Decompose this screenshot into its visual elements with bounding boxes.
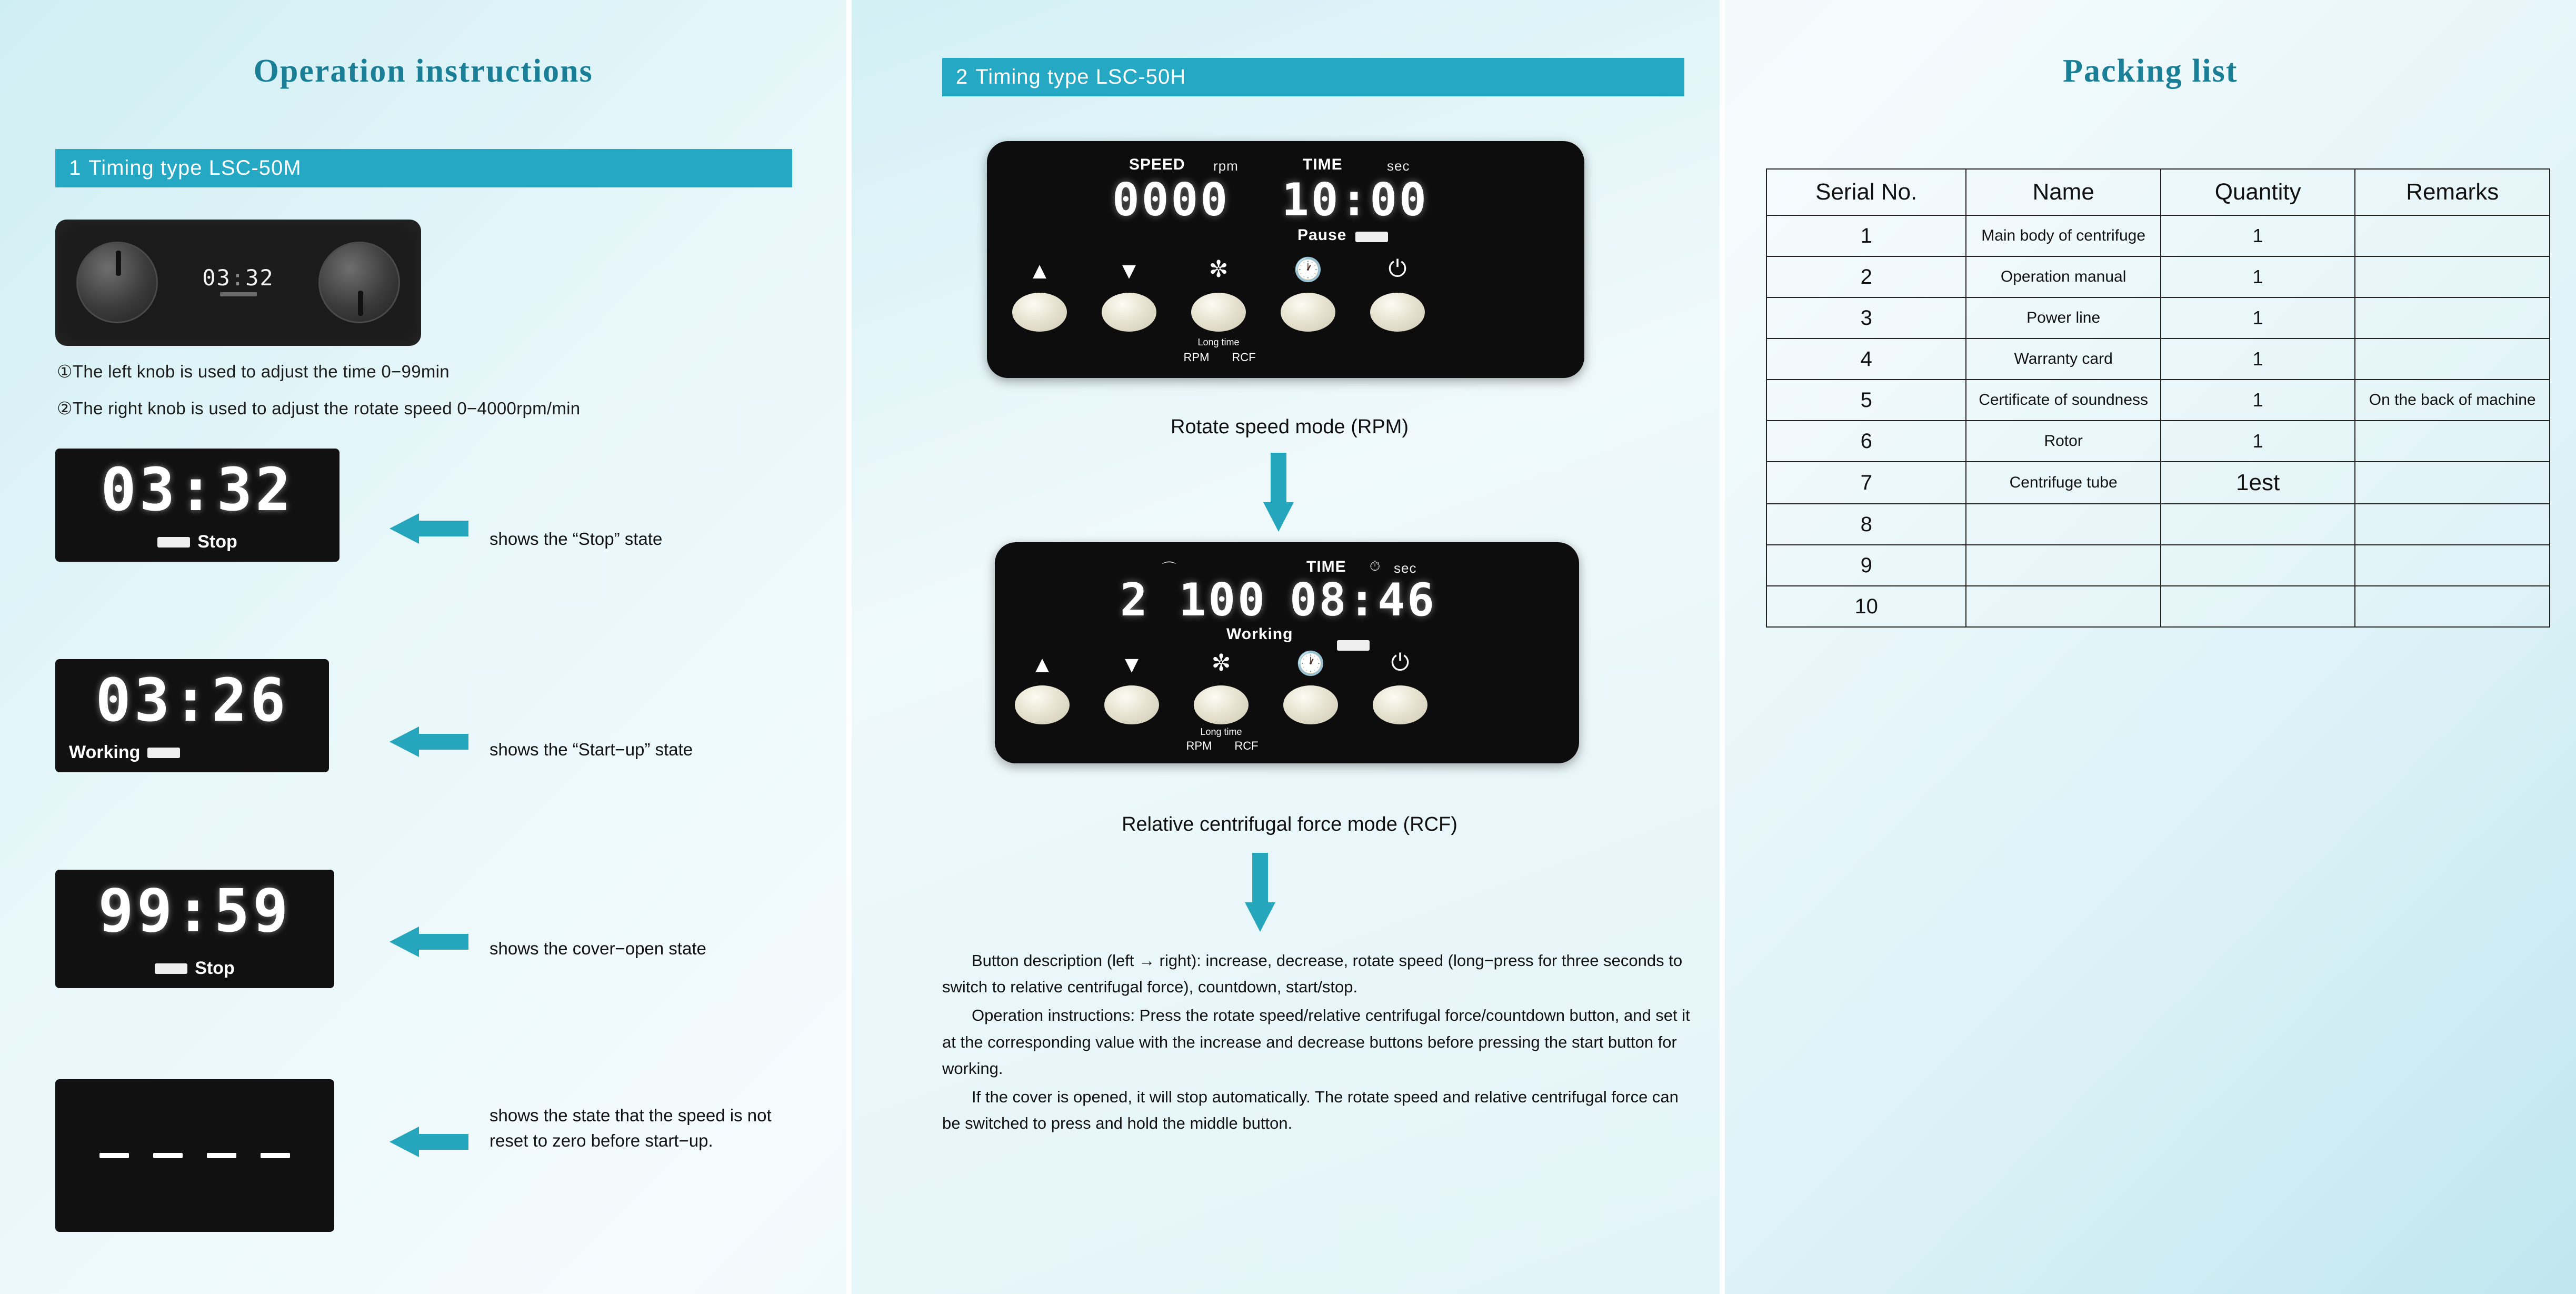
start-stop-button[interactable] bbox=[1370, 293, 1425, 332]
table-row bbox=[1766, 297, 2550, 339]
rcf-mode-label: RCF bbox=[1234, 739, 1259, 752]
caption-stop-state: shows the “Stop” state bbox=[490, 529, 663, 549]
cell-serial: 5 bbox=[1766, 380, 1966, 421]
cell-remarks bbox=[2355, 545, 2550, 586]
callout-arrow-icon bbox=[390, 927, 468, 957]
cell-name bbox=[1966, 504, 2160, 545]
knob-notch-icon bbox=[358, 291, 363, 316]
battery-indicator-icon bbox=[220, 292, 257, 296]
display-speed-not-reset-state bbox=[55, 1079, 334, 1232]
state-label: Working bbox=[1226, 625, 1293, 643]
caption-cover-open-state: shows the cover−open state bbox=[490, 939, 706, 958]
cell-serial: 6 bbox=[1766, 421, 1966, 462]
control-panel-rpm-mode bbox=[987, 141, 1584, 378]
cell-name bbox=[1966, 545, 2160, 586]
caption-startup-state: shows the “Start−up” state bbox=[490, 740, 693, 759]
display-digits: 03:26 bbox=[95, 666, 289, 735]
increase-button[interactable] bbox=[1012, 293, 1067, 332]
knob-display-readout: 03:32 bbox=[202, 265, 274, 291]
subsection-bar-timing-m bbox=[55, 149, 792, 187]
rotate-speed-button[interactable] bbox=[1191, 293, 1246, 332]
display-dashes bbox=[55, 1153, 334, 1158]
table-row bbox=[1766, 421, 2550, 462]
rotate-speed-button[interactable] bbox=[1194, 685, 1249, 724]
column-header-name: Name bbox=[1966, 169, 2160, 215]
display-status-label: Stop bbox=[197, 532, 237, 552]
callout-arrow-down-icon bbox=[1263, 453, 1294, 532]
rpm-mode-label: RPM bbox=[1183, 351, 1210, 364]
cell-name: Rotor bbox=[1966, 421, 2160, 462]
cell-remarks: On the back of machine bbox=[2355, 380, 2550, 421]
note-right-knob: ②The right knob is used to adjust the rotate speed 0−4000rpm/min bbox=[57, 399, 581, 418]
display-cover-open-state bbox=[55, 870, 334, 988]
cell-remarks bbox=[2355, 421, 2550, 462]
cell-quantity: 1 bbox=[2161, 421, 2355, 462]
cell-name: Certificate of soundness bbox=[1966, 380, 2160, 421]
cell-remarks bbox=[2355, 339, 2550, 380]
paragraph-operation-instructions: Operation instructions: Press the rotate speed/relative centrifugal force/countdown button, and set it at the corresponding value with the increase and decrease buttons before pressing the start button for working. bbox=[942, 1006, 1690, 1078]
battery-icon bbox=[157, 537, 190, 548]
decrease-icon[interactable]: ▼ bbox=[1117, 258, 1141, 284]
cell-name: Main body of centrifuge bbox=[1966, 215, 2160, 256]
cell-serial: 8 bbox=[1766, 504, 1966, 545]
knob-control-panel bbox=[55, 220, 421, 346]
increase-icon[interactable]: ▲ bbox=[1028, 258, 1051, 284]
column-header-remarks: Remarks bbox=[2355, 169, 2550, 215]
cell-serial: 9 bbox=[1766, 545, 1966, 586]
callout-arrow-down-icon bbox=[1245, 853, 1275, 932]
left-knob[interactable] bbox=[76, 242, 158, 323]
table-row bbox=[1766, 215, 2550, 256]
callout-arrow-icon bbox=[390, 1127, 468, 1157]
value-speed: 0000 bbox=[1112, 174, 1230, 226]
subsection-number: 1 bbox=[69, 156, 82, 180]
display-status-label: Stop bbox=[195, 958, 235, 978]
power-icon[interactable]: ⏻ bbox=[1391, 650, 1410, 675]
cell-quantity bbox=[2161, 545, 2355, 586]
table-row bbox=[1766, 462, 2550, 504]
subsection-number: 2 bbox=[956, 65, 969, 88]
cell-quantity: 1 bbox=[2161, 380, 2355, 421]
cell-remarks bbox=[2355, 586, 2550, 627]
table-row bbox=[1766, 504, 2550, 545]
cell-serial: 3 bbox=[1766, 297, 1966, 339]
label-sec-unit: sec bbox=[1394, 560, 1417, 576]
decrease-button[interactable] bbox=[1104, 685, 1159, 724]
knob-notch-icon bbox=[116, 251, 121, 276]
cell-name bbox=[1966, 586, 2160, 627]
display-digits: 03:32 bbox=[101, 456, 294, 524]
table-row bbox=[1766, 256, 2550, 297]
cell-remarks bbox=[2355, 504, 2550, 545]
label-sec-unit: sec bbox=[1387, 158, 1410, 174]
cell-remarks bbox=[2355, 462, 2550, 504]
cell-quantity bbox=[2161, 504, 2355, 545]
increase-icon[interactable]: ▲ bbox=[1031, 652, 1054, 678]
display-status-label: Working bbox=[69, 742, 141, 762]
battery-icon bbox=[147, 748, 180, 758]
cell-name: Centrifuge tube bbox=[1966, 462, 2160, 504]
rotate-speed-icon[interactable]: ✼ bbox=[1209, 256, 1229, 282]
clock-small-icon: ⏱ bbox=[1370, 558, 1381, 574]
table-row bbox=[1766, 586, 2550, 627]
long-press-label: Long time bbox=[1200, 726, 1242, 737]
display-startup-state bbox=[55, 659, 329, 772]
rpm-mode-label: RPM bbox=[1186, 739, 1212, 752]
cell-quantity bbox=[2161, 586, 2355, 627]
subsection-label: Timing type LSC-50H bbox=[975, 65, 1186, 88]
decrease-button[interactable] bbox=[1102, 293, 1156, 332]
packing-list-table bbox=[1766, 168, 2550, 628]
cell-remarks bbox=[2355, 215, 2550, 256]
rotate-arc-icon: ⌒ bbox=[1162, 561, 1177, 576]
subsection-label: Timing type LSC-50M bbox=[88, 156, 302, 180]
control-panel-rcf-mode bbox=[995, 542, 1579, 763]
cell-serial: 10 bbox=[1766, 586, 1966, 627]
cell-serial: 2 bbox=[1766, 256, 1966, 297]
cell-quantity: 1 bbox=[2161, 215, 2355, 256]
countdown-button[interactable] bbox=[1281, 293, 1335, 332]
increase-button[interactable] bbox=[1015, 685, 1070, 724]
cell-name: Power line bbox=[1966, 297, 2160, 339]
cell-name: Warranty card bbox=[1966, 339, 2160, 380]
page-title: Operation instructions bbox=[253, 53, 593, 89]
column-header-quantity: Quantity bbox=[2161, 169, 2355, 215]
caption-speed-not-reset: shows the state that the speed is not reset to zero before start−up. bbox=[490, 1106, 772, 1150]
operation-description bbox=[942, 948, 1695, 1139]
cell-serial: 1 bbox=[1766, 215, 1966, 256]
callout-arrow-icon bbox=[390, 726, 468, 757]
value-time: 10:00 bbox=[1282, 174, 1429, 226]
paragraph-cover-open: If the cover is opened, it will stop automatically. The rotate speed and relative centrifugal force can be switched to press and hold the middle button. bbox=[942, 1088, 1679, 1133]
table-row bbox=[1766, 545, 2550, 586]
packing-list-title: Packing list bbox=[2063, 53, 2238, 89]
battery-icon bbox=[155, 963, 187, 974]
cell-serial: 4 bbox=[1766, 339, 1966, 380]
label-speed: SPEED bbox=[1129, 156, 1185, 173]
display-stop-state bbox=[55, 449, 340, 562]
label-time: TIME bbox=[1306, 558, 1346, 575]
countdown-button[interactable] bbox=[1283, 685, 1338, 724]
battery-icon bbox=[1355, 232, 1388, 242]
long-press-label: Long time bbox=[1197, 337, 1240, 347]
cell-quantity: 1est bbox=[2161, 462, 2355, 504]
cell-quantity: 1 bbox=[2161, 297, 2355, 339]
rcf-mode-label: RCF bbox=[1232, 351, 1256, 364]
note-left-knob: ①The left knob is used to adjust the time 0−99min bbox=[57, 362, 450, 381]
battery-icon bbox=[1337, 640, 1370, 651]
value-speed: 2 100 bbox=[1120, 574, 1267, 626]
display-status-row bbox=[55, 742, 329, 763]
right-knob[interactable] bbox=[318, 242, 400, 323]
label-rpm-unit: rpm bbox=[1213, 158, 1239, 174]
column-header-serial: Serial No. bbox=[1766, 169, 1966, 215]
column-divider-2 bbox=[1720, 0, 1725, 1294]
countdown-clock-icon[interactable]: 🕐 bbox=[1296, 651, 1325, 676]
display-status-row bbox=[55, 958, 334, 979]
caption-rcf-mode: Relative centrifugal force mode (RCF) bbox=[1122, 813, 1457, 835]
start-stop-button[interactable] bbox=[1373, 685, 1427, 724]
cell-serial: 7 bbox=[1766, 462, 1966, 504]
table-row bbox=[1766, 380, 2550, 421]
subsection-bar-timing-h bbox=[942, 58, 1684, 96]
caption-rpm-mode: Rotate speed mode (RPM) bbox=[1171, 416, 1409, 438]
power-icon[interactable]: ⏻ bbox=[1388, 256, 1407, 282]
display-status-row bbox=[55, 532, 340, 552]
countdown-clock-icon[interactable]: 🕐 bbox=[1293, 257, 1323, 283]
column-divider-1 bbox=[846, 0, 852, 1294]
cell-remarks bbox=[2355, 297, 2550, 339]
table-row bbox=[1766, 339, 2550, 380]
state-label: Pause bbox=[1297, 226, 1347, 244]
cell-quantity: 1 bbox=[2161, 256, 2355, 297]
callout-arrow-icon bbox=[390, 513, 468, 544]
value-time: 08:46 bbox=[1290, 574, 1436, 626]
cell-remarks bbox=[2355, 256, 2550, 297]
rotate-speed-icon[interactable]: ✼ bbox=[1211, 650, 1231, 676]
label-time: TIME bbox=[1303, 156, 1343, 173]
cell-quantity: 1 bbox=[2161, 339, 2355, 380]
cell-name: Operation manual bbox=[1966, 256, 2160, 297]
decrease-icon[interactable]: ▼ bbox=[1120, 652, 1143, 678]
display-digits: 99:59 bbox=[98, 877, 292, 945]
paragraph-button-description: Button description (left → right): increase, decrease, rotate speed (long−press for three seconds to switch to relative centrifugal force), countdown, start/stop. bbox=[942, 951, 1683, 997]
table-header-row bbox=[1766, 169, 2550, 215]
